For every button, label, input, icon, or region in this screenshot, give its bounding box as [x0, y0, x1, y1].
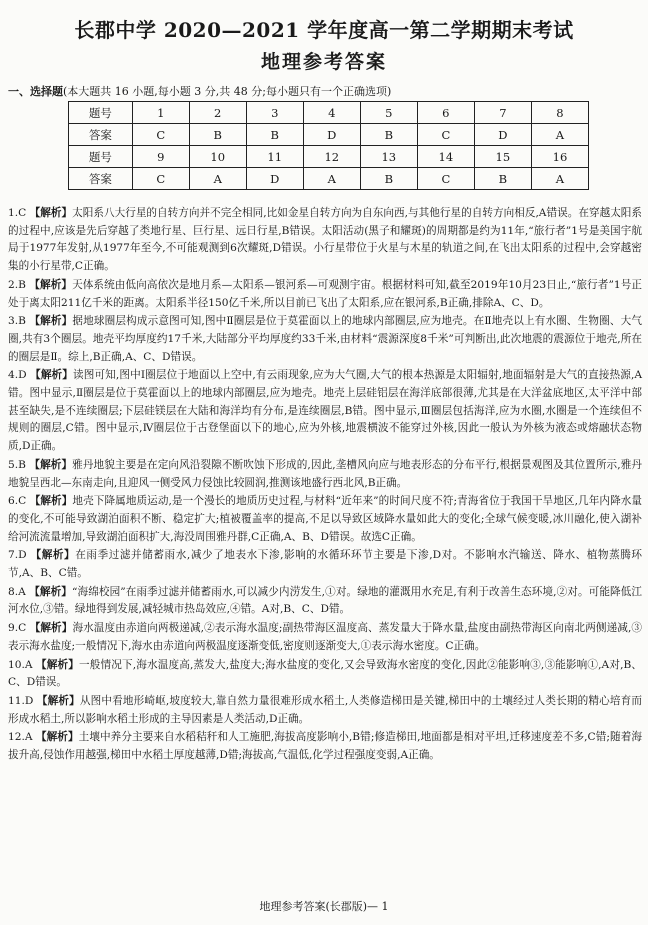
table-cell: 5	[360, 102, 417, 124]
explanation-item	[8, 367, 642, 456]
table-cell: B	[360, 124, 417, 146]
table-cell: B	[474, 168, 531, 190]
table-cell: C	[132, 168, 189, 190]
table-cell: 4	[303, 102, 360, 124]
analysis-tag: 【解析】	[29, 207, 73, 219]
table-cell: 7	[474, 102, 531, 124]
row-label: 答案	[69, 168, 133, 190]
item-text: 在雨季过滤并储蓄雨水,减少了地表水下渗,影响的水循环环节主要是下渗,D对。不影响水汽输送、降水、植物蒸腾环节,A、B、C错。	[8, 549, 643, 580]
explanation-item	[8, 657, 642, 692]
item-text: 读图可知,图中Ⅰ圈层位于地面以上空中,有云雨现象,应为大气圈,大气的根本热源是太阳辐射,地面辐射是大气的直接热源,A错。图中显示,Ⅱ圈层是位于莫霍面以上的地球内部圈层,应为地壳。地壳上层硅铝层在海洋底部很薄,尤其是在大洋盆底地区,太平洋中部甚至缺失,是不连续圈层;下层硅镁层在大陆和海洋均有分布,是连续圈层,B错。图中显示,Ⅲ圈层包括海洋,应为水圈,水圈是一个连续但不规则的圈层,C错。图中显示,Ⅳ圈层位于古登堡面以下的地心,应为外核,地震横波不能穿过外核,因此一般认为外核为液态或熔融状态物质,D正确。	[8, 369, 642, 453]
table-cell: 14	[417, 146, 474, 168]
table-cell: C	[417, 124, 474, 146]
item-text: 海水温度由赤道向两极递减,②表示海水温度;副热带海区温度高、蒸发量大于降水量,盐度由副热带海区向南北两侧递减,③表示海水盐度;一般情况下,海水由赤道向两极温度逐渐变低,密度则逐渐变大,①表示海水密度。C正确。	[8, 622, 643, 652]
page-footer: 地理参考答案(长郡版)— 1	[259, 900, 389, 913]
table-cell: 6	[417, 102, 474, 124]
explanation-item	[8, 457, 642, 492]
table-cell: 9	[132, 146, 189, 168]
item-number: 3.B	[8, 315, 26, 328]
explanation-list	[8, 205, 642, 766]
table-cell: D	[474, 124, 531, 146]
section-label: 一、选择题	[8, 85, 63, 98]
item-number: 12.A	[8, 731, 33, 744]
table-cell: A	[531, 124, 588, 146]
item-number: 5.B	[8, 458, 26, 471]
row-label: 题号	[69, 146, 133, 168]
table-row-answers-2	[69, 168, 589, 190]
explanation-item	[8, 493, 642, 546]
item-number: 11.D	[8, 694, 34, 707]
item-number: 8.A	[8, 585, 26, 598]
item-text: 天体系统由低向高依次是地月系—太阳系—银河系—可观测宇宙。根据材料可知,截至2019年10月23日止,“旅行者”1号正处于离太阳211亿千米的距离。太阳系半径150亿千米,所以目前已飞出了太阳系,应在银河系,B正确,排除A、C、D。	[8, 278, 642, 309]
analysis-tag: 【解析】	[30, 369, 74, 382]
item-number: 9.C	[8, 622, 27, 635]
table-row-answers-1	[69, 124, 589, 146]
answer-key-subtitle: 地理参考答案	[260, 51, 387, 73]
table-cell: B	[246, 124, 303, 146]
answer-table	[68, 101, 589, 190]
analysis-tag: 【解析】	[30, 549, 76, 562]
table-cell: 15	[474, 146, 531, 168]
exam-title: 长郡中学 2020—2021 学年度高一第二学期期末考试	[74, 18, 574, 42]
explanation-item	[8, 693, 642, 728]
analysis-tag: 【解析】	[29, 495, 73, 508]
table-cell: A	[189, 168, 246, 190]
item-text: 地壳下降属地质运动,是一个漫长的地质历史过程,与材料“近年来”的时间尺度不符;青海省位于我国干旱地区,几年内降水量的变化,不可能导致湖泊面积不断、稳定扩大;植被覆盖率的提高,不足以导致区域降水量如此大的变化;全球气候变暖,冰川融化,使入湖补给河流流量增加,导致湖泊面积扩大,海没周围雅丹群,C正确,A、B、D错误。故选C正确。	[8, 495, 643, 543]
table-cell: A	[303, 168, 360, 190]
analysis-tag: 【解析】	[36, 658, 80, 671]
item-text: “海绵校园”在雨季过滤并储蓄雨水,可以减少内涝发生,①对。绿地的灌溉用水充足,有利于改善生态环境,②对。可能降低江河水位,③错。绿地得到发展,减轻城市热岛效应,④错。A对,B、C、D错。	[8, 585, 643, 616]
explanation-item	[8, 313, 642, 366]
explanation-item	[8, 547, 642, 582]
section-heading	[8, 83, 391, 99]
table-cell: 12	[303, 146, 360, 168]
item-text: 雅丹地貌主要是在定向风沿裂隙不断吹蚀下形成的,因此,垄槽风向应与地表形态的分布平行,根据景观图及其位置所示,雅丹地貌呈西北—东南走向,且迎风一侧受风力侵蚀比较圆润,推测该地盛行西北风,B正确。	[8, 458, 642, 489]
item-number: 1.C	[8, 207, 27, 219]
table-cell: B	[360, 168, 417, 190]
item-text: 太阳系八大行星的自转方向并不完全相同,比如金星自转方向为自东向西,与其他行星的自转方向相反,A错误。在穿越太阳系的过程中,应该是先后穿越了类地行星、巨行星、远日行星,B错误。太阳活动(黑子和耀斑)的周期都是约为11年,“旅行者”1号是美国宇航局于1977年发射,从1977年至今,不可能观测到6次耀斑,D错误。小行星带位于火星与木星的轨道之间,在飞出太阳系的过程中,会穿越密集的小行星带,C正确。	[8, 207, 643, 273]
analysis-tag: 【解析】	[29, 315, 73, 328]
table-cell: 10	[189, 146, 246, 168]
item-number: 2.B	[8, 278, 26, 291]
table-cell: 3	[246, 102, 303, 124]
item-text: 据地球圈层构成示意图可知,图中Ⅱ圈层是位于莫霍面以上的地球内部圈层,应为地壳。在Ⅱ地壳以上有水圈、生物圈、大气圈,共有3个圈层。地壳平均厚度约17千米,大陆部分平均厚度约33千米,由材料“震源深度8千米”可判断出,此次地震的震源位于地壳,所在的圈层是Ⅱ。综上,B正确,A、C、D错误。	[8, 315, 642, 363]
table-cell: C	[417, 168, 474, 190]
item-number: 6.C	[8, 495, 27, 508]
explanation-item	[8, 584, 642, 619]
explanation-item	[8, 277, 642, 312]
explanation-item	[8, 620, 642, 655]
table-cell: 11	[246, 146, 303, 168]
analysis-tag: 【解析】	[29, 622, 73, 635]
table-cell: C	[132, 124, 189, 146]
table-row-numbers-1	[69, 102, 589, 124]
table-cell: B	[189, 124, 246, 146]
analysis-tag: 【解析】	[35, 731, 79, 744]
item-number: 7.D	[8, 549, 27, 562]
item-number: 10.A	[8, 658, 33, 671]
table-cell: 8	[531, 102, 588, 124]
analysis-tag: 【解析】	[36, 694, 80, 707]
table-cell: D	[303, 124, 360, 146]
item-text: 一般情况下,海水温度高,蒸发大,盐度大;海水盐度的变化,又会导致海水密度的变化,因此②能影响③,③能影响①,A对,B、C、D错误。	[8, 658, 642, 689]
analysis-tag: 【解析】	[29, 278, 73, 291]
table-cell: 2	[189, 102, 246, 124]
table-cell: A	[531, 168, 588, 190]
explanation-item	[8, 729, 642, 764]
explanation-item	[8, 205, 642, 276]
row-label: 题号	[69, 102, 133, 124]
table-cell: 1	[132, 102, 189, 124]
table-cell: 13	[360, 146, 417, 168]
item-text: 土壤中养分主要来自水稻秸秆和人工施肥,海拔高度影响小,B错;修造梯田,地面都是相对平坦,迁移速度差不多,C错;随着海拔升高,侵蚀作用越强,梯田中水稻土厚度越薄,D错;海拔高,气温低,化学过程强度变弱,A正确。	[8, 731, 642, 762]
section-note: (本大题共 16 小题,每小题 3 分,共 48 分;每小题只有一个正确选项)	[63, 85, 392, 98]
analysis-tag: 【解析】	[29, 458, 73, 471]
item-text: 从图中看地形崎岖,坡度较大,靠自然力量很难形成水稻土,人类修造梯田是关键,梯田中的土壤经过人类长期的精心培育而形成水稻土,所以影响水稻土形成的主导因素是人类活动,D正确。	[8, 694, 643, 725]
analysis-tag: 【解析】	[29, 585, 72, 598]
table-row-numbers-2	[69, 146, 589, 168]
item-number: 4.D	[8, 369, 27, 382]
row-label: 答案	[69, 124, 133, 146]
table-cell: D	[246, 168, 303, 190]
table-cell: 16	[531, 146, 588, 168]
